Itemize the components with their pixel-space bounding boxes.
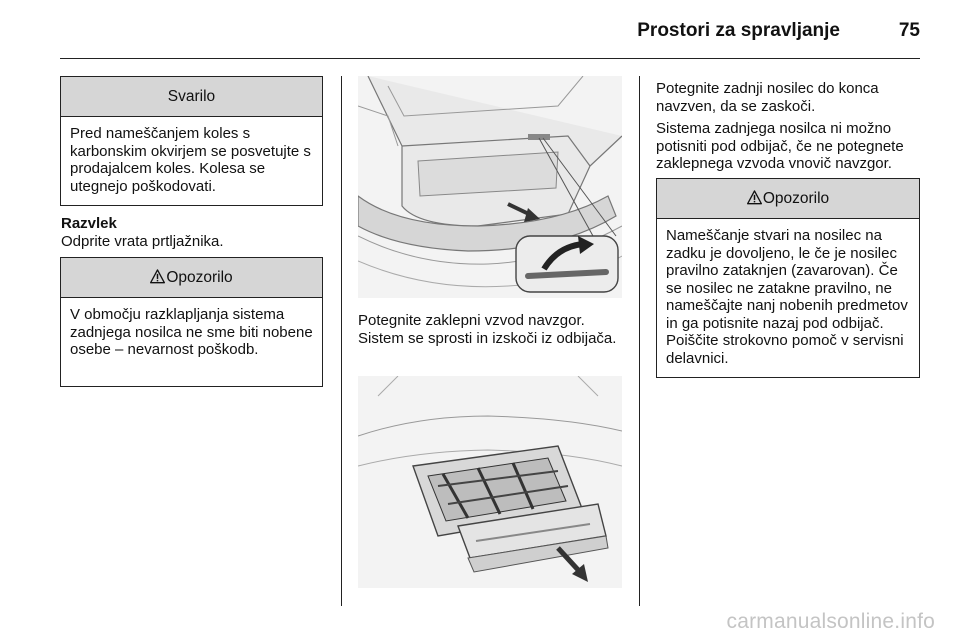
column-divider-right (639, 76, 640, 606)
warning-box-right (656, 178, 920, 378)
right-column-text (656, 80, 922, 173)
page-number: 75 (898, 20, 920, 41)
section-heading: Razvlek (61, 215, 117, 232)
figure-extended-carrier (358, 376, 622, 588)
figure-release-lever (358, 76, 622, 298)
section-razvlek (61, 215, 323, 250)
warning-box-right-title: Opozorilo (762, 190, 830, 207)
warning-box-left (60, 257, 323, 387)
figure-extended-carrier-drawing (358, 376, 622, 588)
paragraph-push-back: Sistema zadnjega nosilca ni možno potisniti pod odbijač, če ne potegnete zaklepnega vzvoda vnovič navzgor. (656, 120, 904, 172)
caution-box-body: Pred nameščanjem koles s karbonskim okvirjem se posvetujte s prodajalcem koles. Kolesa se utegnejo poškodovati. (70, 125, 311, 195)
warning-triangle-icon (150, 269, 165, 284)
page-header-title: Prostori za spravljanje (637, 20, 840, 41)
warning-box-right-header (657, 179, 919, 219)
warning-box-left-title: Opozorilo (166, 269, 233, 286)
caption-release-lever: Potegnite zaklepni vzvod navzgor. Sistem se sprosti in izskoči iz odbijača. (358, 312, 617, 347)
column-divider-left (341, 76, 342, 606)
figure-release-lever-drawing (358, 76, 622, 298)
caution-box (60, 76, 323, 206)
paragraph-pull-out: Potegnite zadnji nosilec do konca navzven, da se zaskoči. (656, 80, 879, 115)
watermark: carmanualsonline.info (726, 610, 935, 633)
caution-box-title: Svarilo (61, 77, 322, 117)
warning-box-right-body: Nameščanje stvari na nosilec na zadku je dovoljeno, le če je nosilec pravilno zataknjen (zavarovan). Če se nosilec ne zatakne pravilno, ne nameščajte nanj nobenih predmetov in ga potisnite nazaj pod odbijač. Poiščite strokovno pomoč v servisni delavnici. (666, 227, 908, 367)
warning-box-left-body: V območju razklapljanja sistema zadnjega nosilca ne sme biti nobene osebe – nevarnost poškodb. (70, 306, 313, 358)
section-text: Odprite vrata prtljažnika. (61, 232, 224, 250)
warning-triangle-icon (747, 190, 762, 205)
warning-box-left-header (61, 258, 322, 298)
header-divider (60, 58, 920, 59)
